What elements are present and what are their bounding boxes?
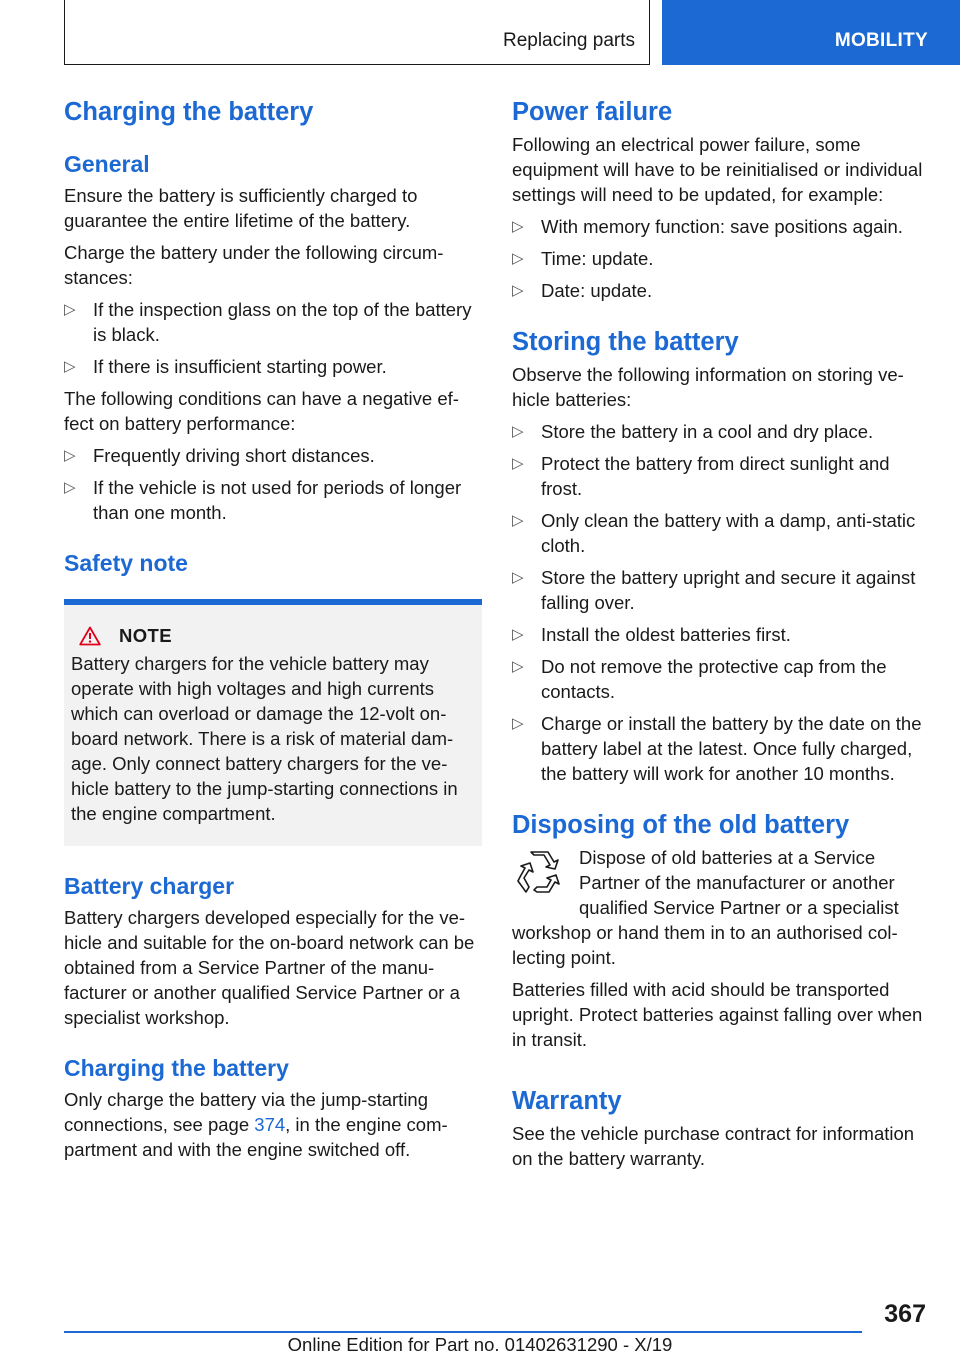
battery-charger-paragraph: Battery chargers developed especially for the vehicle and suitable for the on-board network can be obtained from a Service Partner of the manufacturer or another qualified Service Partner or a specialist workshop. [64,906,475,1028]
heading-battery-charger: Battery charger [64,872,235,899]
list-item: ▷ Date: update. [512,280,653,302]
warranty-paragraph: See the vehicle purchase contract for information on the battery warranty. [512,1123,915,1170]
list-item: ▷ Time: update. [512,248,654,270]
list-item: ▷ Only clean the battery with a damp, anti-static cloth. [512,510,916,557]
triangle-bullet-icon: ▷ [64,301,76,319]
power-failure-paragraph: Following an electrical power failure, some equipment will have to be reinitialised or individual settings will need to be updated, for example: [512,134,923,206]
header-chapter-label: MOBILITY [834,30,928,51]
left-column [64,98,482,1162]
footer-edition-text: Online Edition for Part no. 01402631290 - X/19 [287,1334,673,1355]
heading-charging-battery: Charging the battery [64,1054,289,1081]
general-list-2 [64,443,482,525]
list-item: ▷ Store the battery upright and secure it against falling over. [512,567,916,614]
triangle-bullet-icon: ▷ [64,358,76,376]
heading-disposing-old-battery: Disposing of the old battery [512,811,850,840]
list-item: ▷ Do not remove the protective cap from the contacts. [512,656,887,703]
storing-list [512,419,932,786]
triangle-bullet-icon: ▷ [64,447,76,465]
header-section-box [64,0,650,65]
triangle-bullet-icon: ▷ [512,626,524,644]
header-chapter-tab[interactable] [662,0,960,65]
triangle-bullet-icon: ▷ [512,715,524,733]
note-box [64,599,482,846]
general-list-1 [64,297,482,379]
note-header [71,625,472,647]
triangle-bullet-icon: ▷ [512,218,524,236]
triangle-bullet-icon: ▷ [512,282,524,300]
list-item: ▷ If the vehicle is not used for periods of longer than one month. [64,477,462,524]
triangle-bullet-icon: ▷ [512,658,524,676]
warning-triangle-icon [79,626,101,646]
heading-warranty: Warranty [512,1087,622,1116]
section-title-charging-battery: Charging the battery [64,98,314,126]
triangle-bullet-icon: ▷ [512,512,524,530]
storing-paragraph: Observe the following information on storing vehicle batteries: [512,364,904,411]
page-number: 367 [884,1300,926,1328]
header-section-title: Replacing parts [502,30,635,51]
list-item: ▷ Store the battery in a cool and dry place. [512,421,874,443]
list-item: ▷ Install the oldest batteries first. [512,624,791,646]
triangle-bullet-icon: ▷ [512,569,524,587]
charging-paragraph: Only charge the battery via the jump-starting connections, see page 374, in the engine compartment and with the engine switched off. [64,1089,448,1161]
right-column [512,98,932,1171]
heading-general: General [64,151,150,178]
page-reference-link[interactable]: 374 [254,1114,286,1136]
footer-divider [64,1331,862,1333]
triangle-bullet-icon: ▷ [512,423,524,441]
list-item: ▷ Charge or install the battery by the date on the battery label at the latest. Once fully charged, the battery will work for another 10 months. [512,713,922,785]
list-item: ▷ Frequently driving short distances. [64,445,375,467]
general-paragraph-1: Ensure the battery is sufficiently charged to guarantee the entire lifetime of the battery. [64,185,418,232]
heading-power-failure: Power failure [512,98,673,126]
triangle-bullet-icon: ▷ [64,479,76,497]
list-item: ▷ If there is insufficient starting power. [64,356,387,378]
disposing-paragraph-block [512,845,932,970]
list-item: ▷ With memory function: save positions again. [512,216,903,238]
general-paragraph-3: The following conditions can have a negative effect on battery performance: [64,388,459,435]
triangle-bullet-icon: ▷ [512,455,524,473]
heading-safety-note: Safety note [64,550,188,577]
heading-storing-battery: Storing the battery [512,328,739,357]
triangle-bullet-icon: ▷ [512,250,524,268]
list-item: ▷ Protect the battery from direct sunlight and frost. [512,453,890,500]
general-paragraph-2: Charge the battery under the following circumstances: [64,242,444,289]
recycle-icon [512,847,566,901]
note-label: NOTE [119,624,172,646]
disposing-paragraph-1: Dispose of old batteries at a Service Partner of the manufacturer or another qualified Service Partner or a specialist workshop or hand them in to an authorised collecting point. [512,847,899,969]
note-text: Battery chargers for the vehicle battery may operate with high voltages and high currents which can overload or damage the 12-volt on-board network. There is a risk of material damage. Only connect battery chargers for the vehicle battery to the jump-starting connections in the engine compartment. [71,652,458,824]
power-failure-list [512,214,932,303]
disposing-paragraph-2: Batteries filled with acid should be transported upright. Protect batteries against falling over when in transit. [512,979,923,1051]
list-item: ▷ If the inspection glass on the top of the battery is black. [64,299,472,346]
